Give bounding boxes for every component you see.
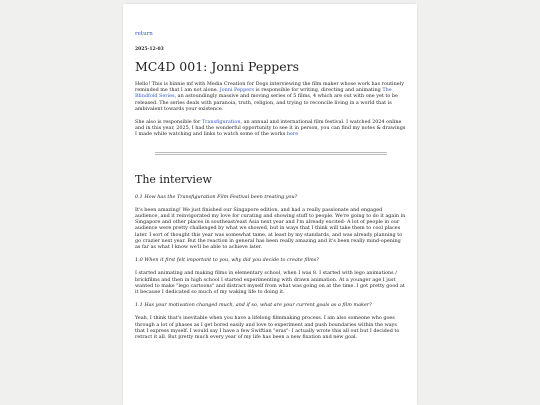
intro-paragraph-1	[135, 81, 407, 112]
blindfold-series-link[interactable]: The Blindfold Series	[135, 87, 392, 100]
interview-answer: It's been amazing! We just finished our Singapore edition, and had a really passionate and engaged audience, and it reinvigorated my love for curating and showing stuff to people. We're going to do it again in Singapore and other places in southeast/east Asia next year and I'm already excited- A lot of people in our audience were pretty challenged by what we showed, but in ways that I think will take them to cool places later. I sort of thought this year was somewhat tame, at least by my standards, and was already planning to go crazier next year. But the reaction in general has been really amazing and it's been really mind-opening as far as what I know we'll be able to achieve later.	[135, 206, 406, 251]
transfiguration-link[interactable]: Transfiguration	[201, 119, 241, 126]
intro-text: She also is responsible for	[135, 119, 202, 126]
page-title: MC4D 001: Jonni Peppers	[135, 59, 300, 74]
interview-question: 0.1 How has the Transfiguration Film Festival been treating you?	[135, 193, 298, 200]
interview-question: 1.1 Has your motivation changed much, and if so, what are your current goals as a film maker?	[135, 302, 372, 309]
interview-answer: Yeah, I think that's inevitable when you have a lifelong filmmaking process. I am also someone who goes through a lot of phases as I get bored easily and love to experiment and push boundaries within the ways that I express myself. I would say I have a few Swiftian "eras"- I actually wrote this all out but I decided to retract it all. But pretty much every year of my life has been a new fixation and new goal.	[135, 315, 400, 341]
section-divider	[155, 152, 387, 155]
return-link[interactable]: return	[135, 31, 153, 37]
notes-here-link[interactable]: here	[286, 131, 299, 138]
page-card	[123, 4, 417, 405]
intro-text: , an annual and international film festival. I watched 2024 online and in this year, 2025, I had the wonderful opportunity to see it in person, you can find my notes & drawings I made while watching and links to watch some of the works	[135, 119, 406, 138]
intro-text: Hello! This is binnie mf with Media Creation for Dogs interviewing the film maker whose work has routinely reminded me that I am not alone.	[135, 81, 404, 94]
intro-paragraph-2	[135, 119, 407, 138]
interview-heading: The interview	[135, 172, 212, 186]
interview-answer: I started animating and making films in elementary school, when I was 8. I started with lego animations / brickfilms and then in high school I started experimenting with drawn animation. At a younger age I just wanted to make "lego cartoons" and distract myself from what was going on at the time. I got pretty good at it because I dedicated so much of my waking life to doing it.	[135, 270, 405, 296]
intro-text: is responsible for writing, directing and animating	[254, 87, 383, 94]
article	[135, 31, 407, 340]
interview-question: 1.0 When it first felt important to you, why did you decide to create films?	[135, 257, 319, 264]
intro-text: , an astoundingly massive and moving series of 5 films, 4 which are out with one yet to be released. The series deals with paranoia, truth, religion, and trying to reconcile living in a world that is ambivalent towards your existence.	[135, 93, 398, 112]
post-date: 2025-12-03	[135, 47, 164, 52]
jonni-peppers-link[interactable]: Jonni Peppers	[219, 87, 255, 94]
